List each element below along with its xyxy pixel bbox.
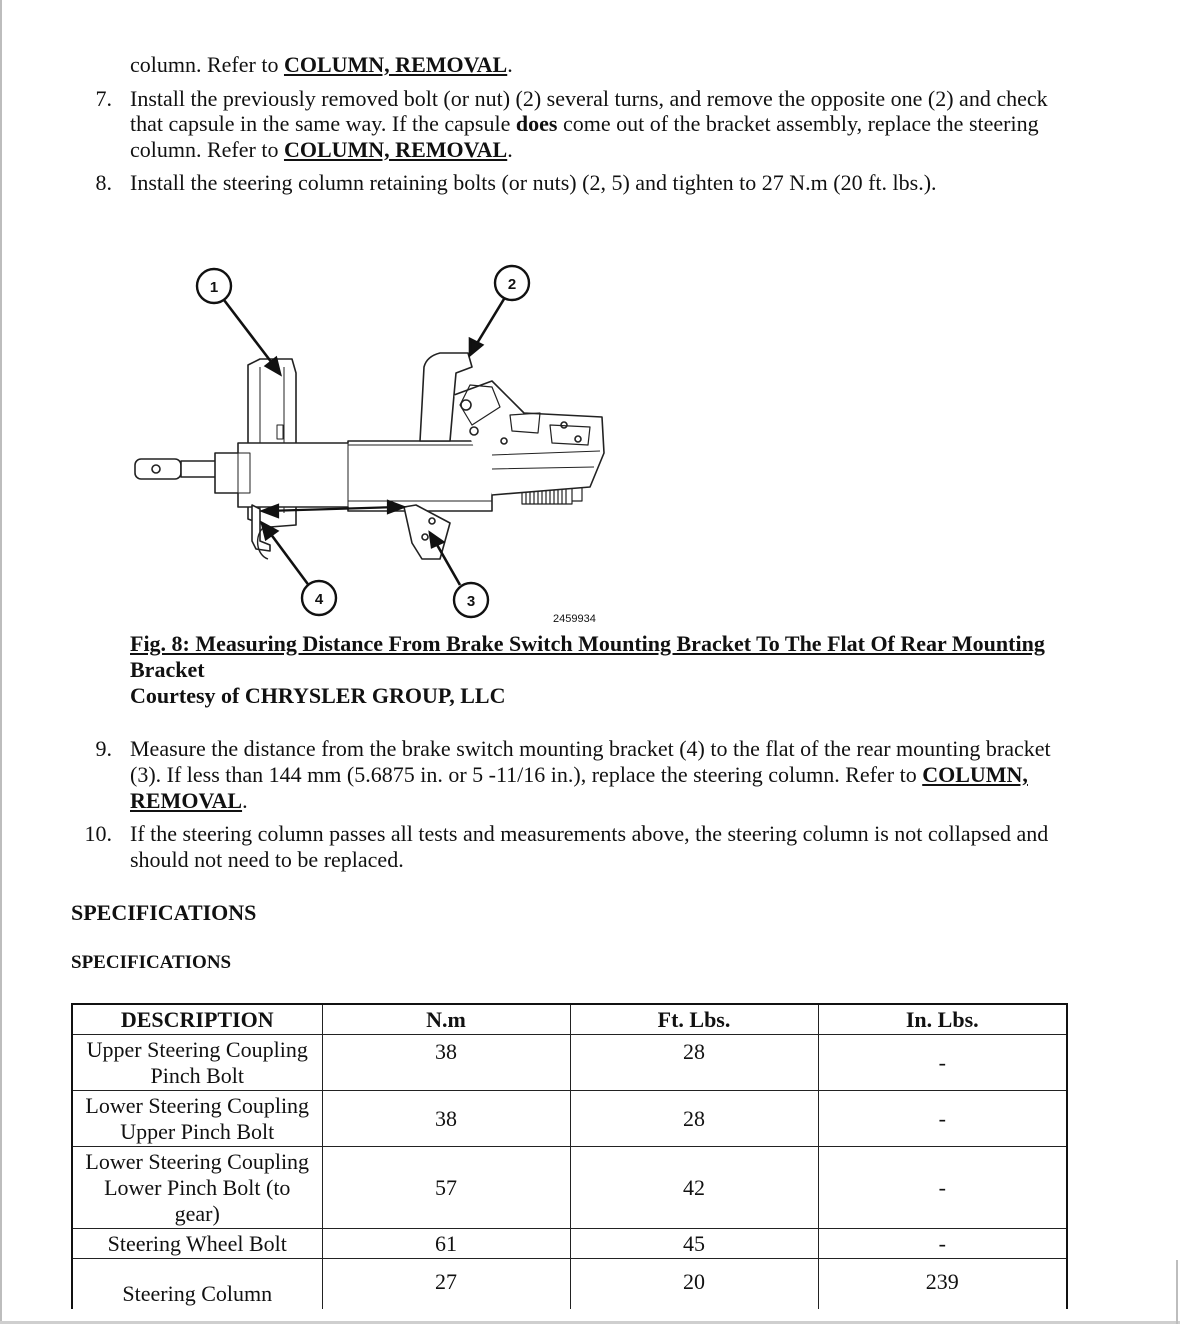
in-lbs-cell: 239 [818,1259,1067,1309]
figure-caption [130,631,1045,683]
step-7-line-2 [130,111,1039,137]
description-cell [72,1147,322,1229]
step-9-text: (3). If less than 144 mm (5.6875 in. or 5 -11/16 in.), replace the steering column. Refer to [130,762,923,787]
step-7-text-c: column. Refer to [130,137,284,162]
step-7-bold: does [515,111,558,136]
ft-lbs-cell: 45 [570,1229,818,1259]
nm-cell: 27 [322,1259,570,1309]
ft-lbs-cell: 28 [570,1035,818,1091]
table-header-row [72,1004,1067,1035]
in-lbs-cell: - [818,1091,1067,1147]
figure-caption-line-2: Bracket [130,657,205,682]
page-edge-left [0,0,2,1324]
description-line: Lower Steering Coupling [85,1092,310,1118]
intro-text: column. Refer to [130,52,284,77]
table-row [72,1229,1067,1259]
step-7-text-b: come out of the bracket assembly, replace the steering [557,111,1039,136]
description-cell [72,1091,322,1147]
in-lbs-cell: - [818,1035,1067,1091]
description-line: Lower Steering Coupling [85,1148,310,1174]
ft-lbs-cell: 42 [570,1147,818,1229]
description-cell [72,1035,322,1091]
description-line: gear) [174,1200,220,1226]
description-line: Steering Wheel Bolt [107,1230,287,1256]
intro-line [130,52,513,78]
callout-3-label: 3 [466,593,476,610]
in-lbs-cell: - [818,1229,1067,1259]
specifications-table [71,1003,1068,1309]
description-line: Upper Steering Coupling [86,1036,308,1062]
callout-4 [302,581,336,615]
callout-2-label: 2 [507,276,517,293]
step-9-line-2 [130,762,1028,788]
column-removal-link[interactable]: COLUMN, [922,762,1028,787]
column-removal-link[interactable]: COLUMN, REMOVAL [283,137,508,162]
figure-caption-line-1: Fig. 8: Measuring Distance From Brake Switch Mounting Bracket To The Flat Of Rear Mounting [130,631,1045,656]
column-header-ft-lbs: Ft. Lbs. [570,1004,818,1035]
step-7-text-a: that capsule in the same way. If the capsule [130,111,516,136]
column-removal-link[interactable]: COLUMN, REMOVAL [283,52,508,77]
step-7-line-3 [130,137,513,163]
callout-3 [454,583,488,617]
nm-cell: 38 [322,1091,570,1147]
figure-image-id: 2459934 [553,613,596,625]
ft-lbs-cell: 28 [570,1091,818,1147]
step-8-text: Install the steering column retaining bolts (or nuts) (2, 5) and tighten to 27 N.m (20 ft. lbs.). [130,170,937,195]
column-header-in-lbs: In. Lbs. [818,1004,1067,1035]
specifications-subheading: SPECIFICATIONS [71,952,232,973]
page-edge-right [1176,1260,1178,1324]
table-row [72,1035,1067,1091]
steering-column-diagram [120,255,620,625]
description-line: Pinch Bolt [150,1062,244,1088]
step-7-number: 7. [95,86,112,111]
in-lbs-cell: - [818,1147,1067,1229]
description-line: Lower Pinch Bolt (to [104,1174,291,1200]
ft-lbs-cell: 20 [570,1259,818,1309]
step-9-line-3 [130,788,248,814]
table-row [72,1147,1067,1229]
description-line: Steering Column [122,1280,273,1306]
step-10-line-1: If the steering column passes all tests and measurements above, the steering column is not collapsed and [130,821,1049,846]
column-header-nm: N.m [322,1004,570,1035]
description-line: Upper Pinch Bolt [120,1118,275,1144]
callout-2 [495,266,529,300]
column-header-description: DESCRIPTION [72,1004,322,1035]
table-row [72,1091,1067,1147]
figure-credit: Courtesy of CHRYSLER GROUP, LLC [130,683,506,708]
step-9-number: 9. [95,736,112,761]
table-row [72,1259,1067,1309]
column-removal-link-cont[interactable]: REMOVAL [130,788,243,813]
step-8-number: 8. [95,170,112,195]
description-cell [72,1229,322,1259]
description-cell [72,1259,322,1309]
step-7-tail: . [507,137,513,162]
callout-4-label: 4 [314,591,324,608]
step-10-line-2: should not need to be replaced. [130,847,404,872]
intro-tail: . [507,52,513,77]
nm-cell: 61 [322,1229,570,1259]
step-9-line-1: Measure the distance from the brake switch mounting bracket (4) to the flat of the rear mounting bracket [130,736,1051,761]
nm-cell: 38 [322,1035,570,1091]
specifications-heading: SPECIFICATIONS [71,900,257,925]
step-9-tail: . [242,788,248,813]
callout-1 [197,269,231,303]
callout-1-label: 1 [209,279,219,296]
nm-cell: 57 [322,1147,570,1229]
step-7-line-1: Install the previously removed bolt (or nut) (2) several turns, and remove the opposite one (2) and check [130,86,1048,111]
step-10-number: 10. [84,821,112,846]
